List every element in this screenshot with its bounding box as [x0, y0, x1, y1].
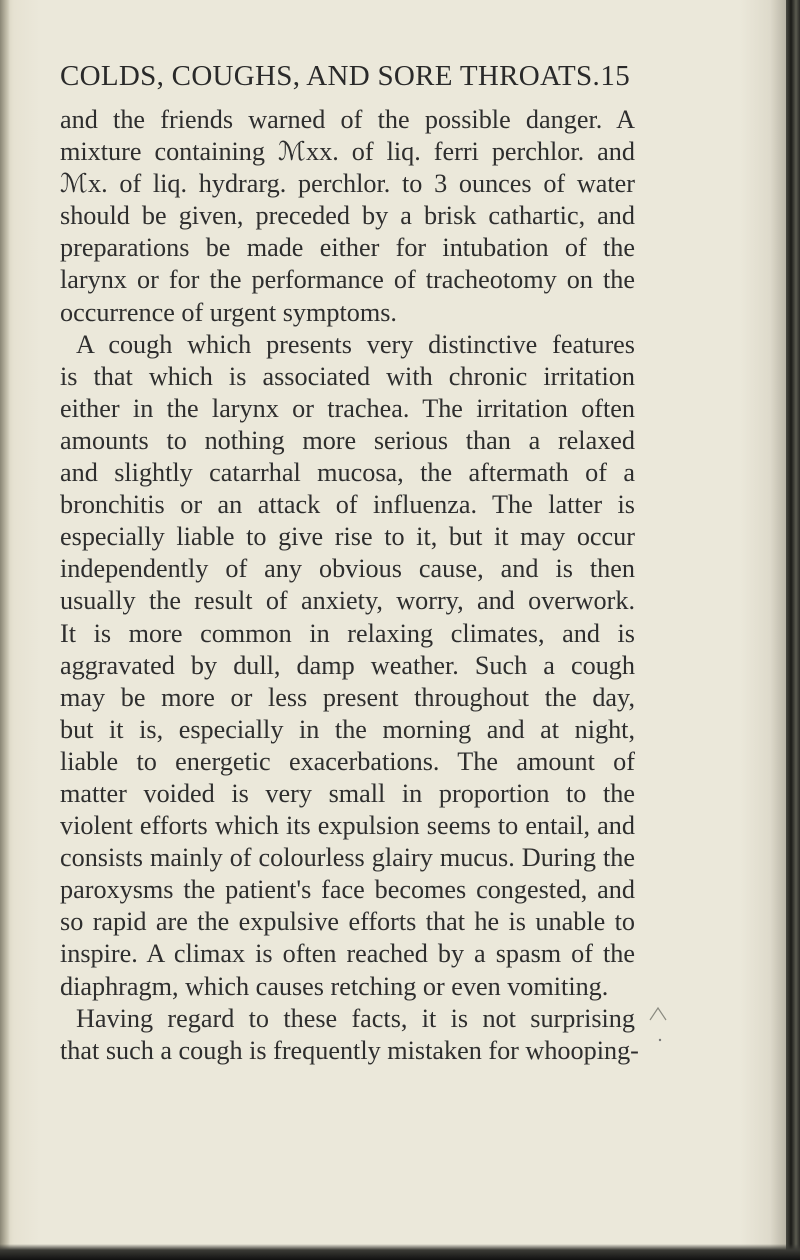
text-line: either in the larynx or trachea. The irritation often	[60, 393, 635, 423]
text-line: larynx or for the performance of tracheotomy on the	[60, 265, 635, 295]
book-edge	[786, 0, 800, 1260]
text-line: paroxysms the patient's face becomes congested, and	[60, 875, 635, 905]
text-line: may be more or less present throughout the day,	[60, 682, 635, 712]
text-line: so rapid are the expulsive efforts that he is unable to	[60, 907, 635, 937]
text-line: usually the result of anxiety, worry, and overwork.	[60, 586, 635, 616]
text-line: violent efforts which its expulsion seems to entail, and	[60, 811, 635, 841]
text-line: but it is, especially in the morning and at night,	[60, 714, 635, 744]
text-line: A cough which presents very distinctive features	[76, 329, 635, 359]
text-line: that such a cough is frequently mistaken for whooping-	[60, 1035, 639, 1065]
text-line: bronchitis or an attack of influenza. The latter is	[60, 490, 635, 520]
margin-mark	[648, 990, 668, 1050]
text-line: inspire. A climax is often reached by a spasm of the	[60, 939, 635, 969]
text-line: and the friends warned of the possible danger. A	[60, 105, 635, 134]
page-binding-shadow	[0, 0, 10, 1260]
text-line: diaphragm, which causes retching or even vomiting.	[60, 971, 609, 1001]
text-line: especially liable to give rise to it, but it may occur	[60, 522, 635, 552]
text-line: amounts to nothing more serious than a relaxed	[60, 425, 635, 455]
text-line: should be given, preceded by a brisk cathartic, and	[60, 201, 635, 231]
running-title: COLDS, COUGHS, AND SORE THROATS.	[60, 60, 601, 92]
body-text	[60, 104, 639, 1067]
text-line: Having regard to these facts, it is not surprising	[76, 1003, 635, 1033]
page-number: 15	[600, 60, 630, 92]
text-line: occurrence of urgent symptoms.	[60, 297, 397, 327]
running-header	[60, 60, 630, 100]
text-line: is that which is associated with chronic irritation	[60, 361, 635, 391]
text-line: preparations be made either for intubation of the	[60, 233, 635, 263]
text-line: liable to energetic exacerbations. The amount of	[60, 746, 635, 776]
text-line: matter voided is very small in proportion to the	[60, 778, 635, 808]
text-line: independently of any obvious cause, and is then	[60, 554, 635, 584]
margin-pencil-mark-icon	[648, 990, 668, 1050]
text-line: consists mainly of colourless glairy mucus. During the	[60, 843, 635, 873]
text-line: ℳx. of liq. hydrarg. perchlor. to 3 ounces of water	[60, 169, 635, 199]
text-line: mixture containing ℳxx. of liq. ferri perchlor. and	[60, 137, 635, 167]
page-bottom-edge	[0, 1244, 800, 1260]
text-line: aggravated by dull, damp weather. Such a cough	[60, 650, 635, 680]
text-line: It is more common in relaxing climates, and is	[60, 618, 635, 648]
text-line: and slightly catarrhal mucosa, the aftermath of a	[60, 458, 635, 488]
